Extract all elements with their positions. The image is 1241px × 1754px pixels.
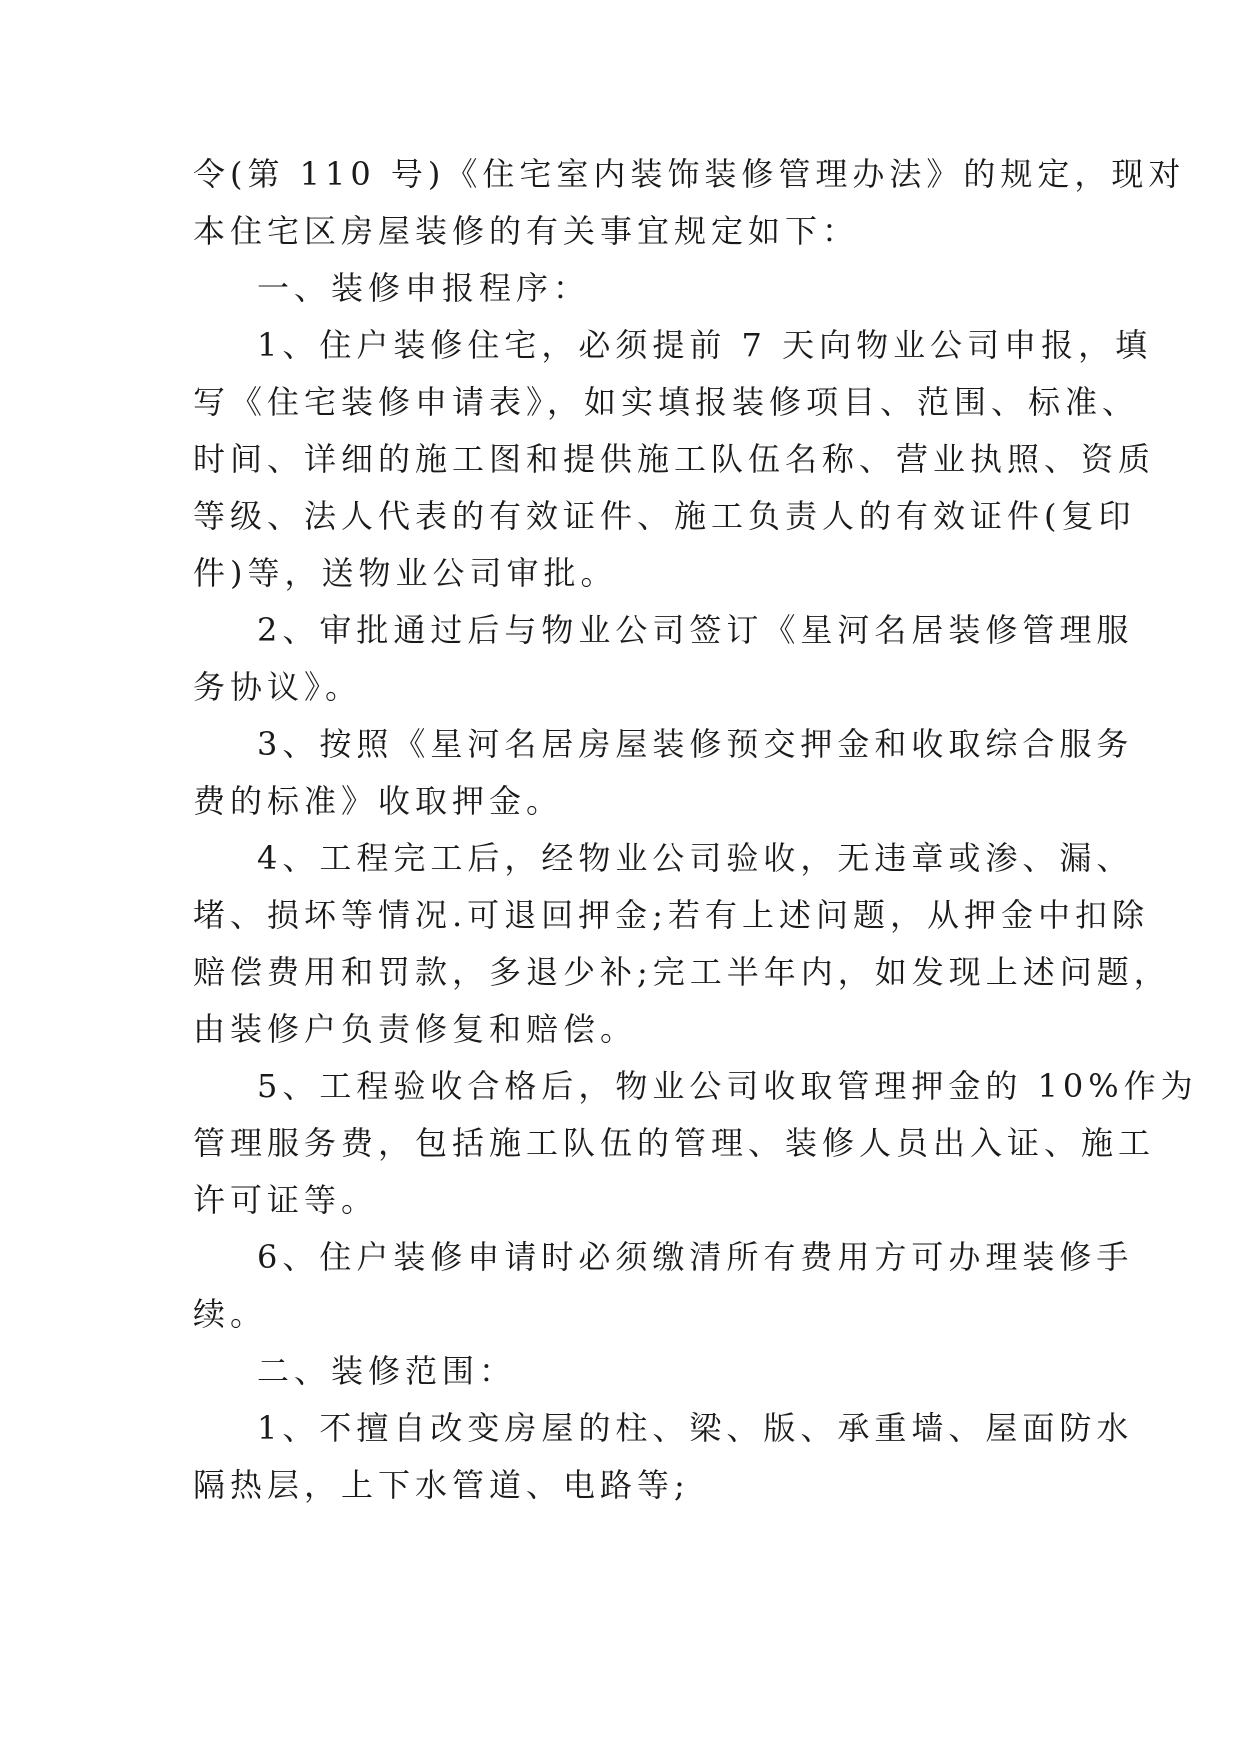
text-line: 续。	[193, 1295, 268, 1333]
text-line: 堵、损坏等情况.可退回押金;若有上述问题，从押金中扣除	[193, 896, 1149, 934]
text-line: 由装修户负责修复和赔偿。	[193, 1010, 638, 1048]
text-line: 4、工程完工后，经物业公司验收，无违章或渗、漏、	[257, 839, 1134, 877]
text-line: 时间、详细的施工图和提供施工队伍名称、营业执照、资质	[193, 440, 1156, 478]
text-line: 赔偿费用和罚款，多退少补;完工半年内，如发现上述问题，	[193, 953, 1171, 991]
text-line: 管理服务费，包括施工队伍的管理、装修人员出入证、施工	[193, 1124, 1156, 1162]
text-line: 费的标准》收取押金。	[193, 782, 564, 820]
text-line: 1、住户装修住宅，必须提前 7 天向物业公司申报，填	[257, 326, 1153, 364]
text-line: 隔热层，上下水管道、电路等;	[193, 1466, 690, 1504]
text-line: 令(第 110 号)《住宅室内装饰装修管理办法》的规定，现对	[193, 155, 1186, 193]
section-heading: 一、装修申报程序：	[257, 269, 591, 307]
text-line: 写《住宅装修申请表》，如实填报装修项目、范围、标准、	[193, 383, 1140, 421]
section-heading: 二、装修范围：	[257, 1352, 517, 1390]
text-line: 等级、法人代表的有效证件、施工负责人的有效证件(复印	[193, 497, 1136, 535]
text-line: 6、住户装修申请时必须缴清所有费用方可办理装修手	[257, 1238, 1134, 1276]
text-line: 5、工程验收合格后，物业公司收取管理押金的 10%作为	[257, 1067, 1198, 1105]
text-line: 本住宅区房屋装修的有关事宜规定如下：	[193, 212, 860, 250]
text-line: 1、不擅自改变房屋的柱、梁、版、承重墙、屋面防水	[257, 1409, 1134, 1447]
text-line: 件)等，送物业公司审批。	[193, 554, 618, 592]
text-line: 3、按照《星河名居房屋装修预交押金和收取综合服务	[257, 725, 1134, 763]
text-line: 许可证等。	[193, 1181, 379, 1219]
text-line: 务协议》。	[193, 668, 363, 706]
text-line: 2、审批通过后与物业公司签订《星河名居装修管理服	[257, 611, 1134, 649]
